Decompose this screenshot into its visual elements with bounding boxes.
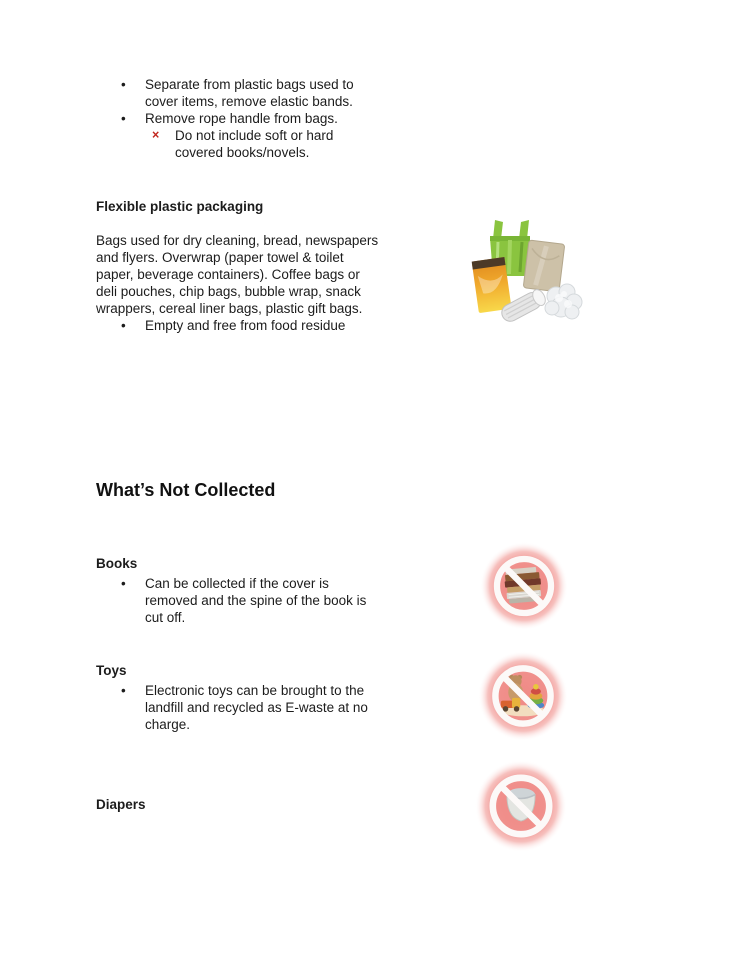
intro-list bbox=[96, 76, 387, 161]
list-item-text: Can be collected if the cover is removed and the spine of the book is cut off. bbox=[145, 576, 367, 625]
list-item-text: Electronic toys can be brought to the landfill and recycled as E-waste at no charge. bbox=[145, 683, 368, 732]
bullet-marker: • bbox=[121, 77, 126, 92]
bullet-marker: • bbox=[121, 683, 126, 698]
toys-section bbox=[96, 662, 381, 733]
warning-list-item bbox=[96, 127, 387, 161]
crumpled-wrap bbox=[545, 284, 582, 319]
tan-bag bbox=[523, 240, 565, 292]
warning-text: Do not include soft or hard covered books/novels. bbox=[175, 128, 334, 160]
list-item bbox=[96, 682, 381, 733]
section-heading: Books bbox=[96, 556, 138, 571]
list-item bbox=[96, 110, 387, 127]
bullet-marker: • bbox=[121, 576, 126, 591]
no-toys-icon bbox=[477, 650, 569, 742]
no-books-icon bbox=[479, 541, 569, 631]
no-diapers-icon bbox=[474, 759, 568, 853]
diapers-heading: Diapers bbox=[96, 797, 146, 812]
list-item bbox=[96, 317, 387, 334]
list-item-text: Empty and free from food residue bbox=[145, 318, 346, 333]
books-section bbox=[96, 555, 381, 626]
flexible-plastic-packaging-photo bbox=[464, 212, 598, 326]
page-title: What’s Not Collected bbox=[96, 480, 276, 500]
bullet-marker: • bbox=[121, 111, 126, 126]
list-item bbox=[96, 575, 381, 626]
section-body: Bags used for dry cleaning, bread, newspapers and flyers. Overwrap (paper towel & toilet paper, beverage containers). Coffee bags or deli pouches, chip bags, bubble wrap, snack wrappers, cereal liner bags, plastic gift bags. bbox=[96, 233, 379, 316]
list-item-text: Remove rope handle from bags. bbox=[145, 111, 338, 126]
flexible-packaging-section bbox=[96, 198, 387, 334]
red-x-icon: × bbox=[152, 128, 160, 142]
section-heading: Toys bbox=[96, 663, 127, 678]
list-item-text: Separate from plastic bags used to cover items, remove elastic bands. bbox=[145, 77, 354, 109]
section-heading: Flexible plastic packaging bbox=[96, 199, 264, 214]
list-item bbox=[96, 76, 387, 110]
bullet-marker: • bbox=[121, 318, 126, 333]
